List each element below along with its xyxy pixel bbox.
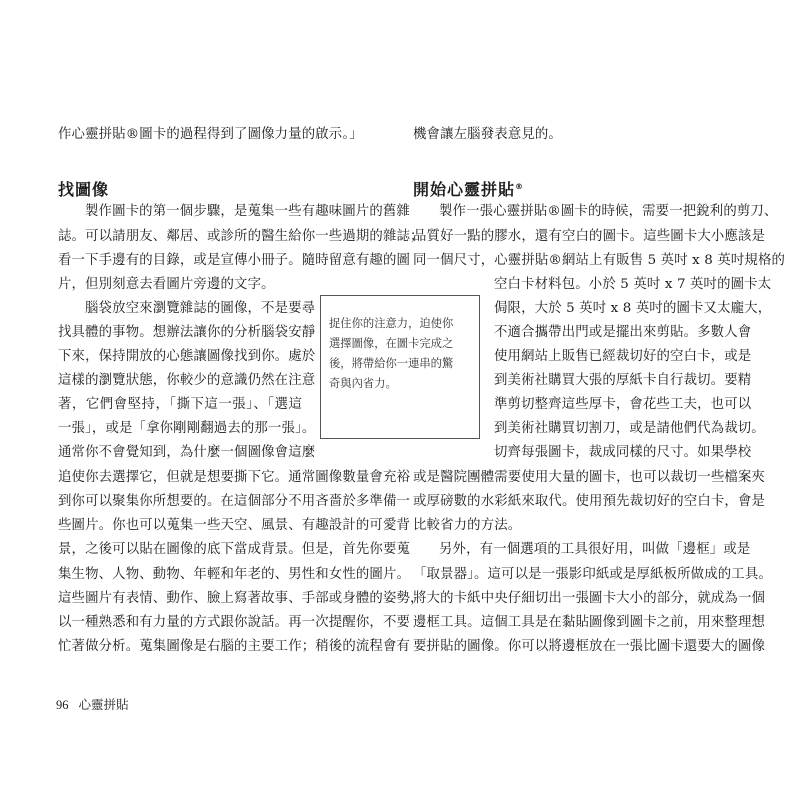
body-line: 通常你不會覺知到，為什麼一個圖像會這麼 [58,445,316,460]
body-line: 將大的卡紙中央仔細切出一張圖卡大小的部分，就成為一個 [413,591,766,606]
body-line: 這些圖片有表情、動作、臉上寫著故事、手部或身體的姿勢， [58,591,424,606]
body-line: 看一下手邊有的目錄，或是宣傳小冊子。隨時留意有趣的圖 [58,253,411,268]
body-line: 侷限，大於 5 英吋 x 8 英吋的圖卡又太龐大， [494,301,772,316]
body-line: 景，之後可以貼在圖像的底下當成背景。但是，首先你要蒐 [58,542,411,557]
section-heading-find-images: 找圖像 [58,180,110,199]
body-line: 同一個尺寸，心靈拼貼®網站上有販售 5 英吋 x 8 英吋規格的 [413,253,786,268]
top-right-line: 機會讓左腦發表意見的。 [413,127,562,142]
body-line: 切齊每張圖卡，裁成同樣的尺寸。如果學校 [494,445,752,460]
body-line: 以一種熟悉和有力量的方式跟你說話。再一次提醒你，不要 [58,615,411,630]
body-line: 不適合攜帶出門或是擺出來剪貼。多數人會 [494,325,752,340]
top-left-line: 作心靈拼貼®圖卡的過程得到了圖像力量的啟示。」 [58,127,363,142]
pull-quote-line: 捉住你的注意力，迫使你 [329,317,454,330]
section-heading-text: 開始心靈拼貼 [413,180,516,199]
body-line: 或是醫院團體需要使用大量的圖卡，也可以裁切一些檔案夾 [413,470,766,485]
body-line: 到你可以聚集你所想要的。在這個部分不用吝嗇於多準備一 [58,494,411,509]
body-line: 或厚磅數的水彩紙來取代。使用預先裁切好的空白卡，會是 [413,494,766,509]
body-line: 製作圖卡的第一個步驟，是蒐集一些有趣味圖片的舊雜 [85,204,410,219]
body-line: 空白卡材料包。小於 5 英吋 x 7 英吋的圖卡太 [494,277,772,292]
body-line: 比較省力的方法。 [413,518,522,533]
body-line: 一張」，或是「拿你剛剛翻過去的那一張」。 [58,421,316,436]
body-line: 片，但別刻意去看圖片旁邊的文字。 [58,277,275,292]
body-line: 著，它們會堅持，「撕下這一張」、「選這 [58,397,302,412]
body-line: 準剪切整齊這些厚卡，會花些工夫，也可以 [494,397,752,412]
body-line: 品質好一點的膠水，還有空白的圖卡。這些圖卡大小應該是 [413,229,766,244]
body-line: 些圖片。你也可以蒐集一些天空、風景、有趣設計的可愛背 [58,518,411,533]
body-line: 邊框工具。這個工具是在黏貼圖像到圖卡之前，用來整理想 [413,615,766,630]
page-footer [56,695,129,713]
section-heading-start-collage [413,177,524,200]
body-line: 這樣的瀏覽狀態，你較少的意識仍然在注意 [58,373,316,388]
body-line: 誌。可以請朋友、鄰居、或診所的醫生給你一些過期的雜誌； [58,229,424,244]
right-column [413,177,786,677]
body-line: 使用網站上販售已經裁切好的空白卡，或是 [494,349,752,364]
pull-quote-line: 後，將帶給你一連串的驚 [329,357,454,370]
pull-quote-line: 選擇圖像，在圖卡完成之 [329,337,454,350]
body-line: 忙著做分析。蒐集圖像是右腦的主要工作；稍後的流程會有 [58,639,411,654]
body-line: 腦袋放空來瀏覽雜誌的圖像，不是要尋 [85,301,316,316]
body-line: 另外，有一個選項的工具很好用，叫做「邊框」或是 [439,542,751,557]
body-line: 集生物、人物、動物、年輕和年老的、男性和女性的圖片。 [58,567,411,582]
body-line: 到美術社購買大張的厚紙卡自行裁切。要精 [494,373,752,388]
body-line: 「取景器」。這可以是一張影印紙或是厚紙板所做成的工具。 [413,567,772,582]
body-line: 下來，保持開放的心態讓圖像找到你。處於 [58,349,316,364]
page-number: 96 [56,698,69,712]
pull-quote-line: 奇與內省力。 [329,377,397,390]
body-line: 到美術社購買切割刀，或是請他們代為裁切。 [494,421,765,436]
registered-mark: ® [515,182,525,191]
body-line: 追使你去選擇它，但就是想要撕下它。通常圖像數量會充裕 [58,470,411,485]
book-title: 心靈拼貼 [78,697,129,712]
body-line: 要拼貼的圖像。你可以將邊框放在一張比圖卡還要大的圖像 [413,639,766,654]
body-line: 找具體的事物。想辦法讓你的分析腦袋安靜 [58,325,316,340]
body-line: 製作一張心靈拼貼®圖卡的時候，需要一把銳利的剪刀、 [439,204,778,219]
